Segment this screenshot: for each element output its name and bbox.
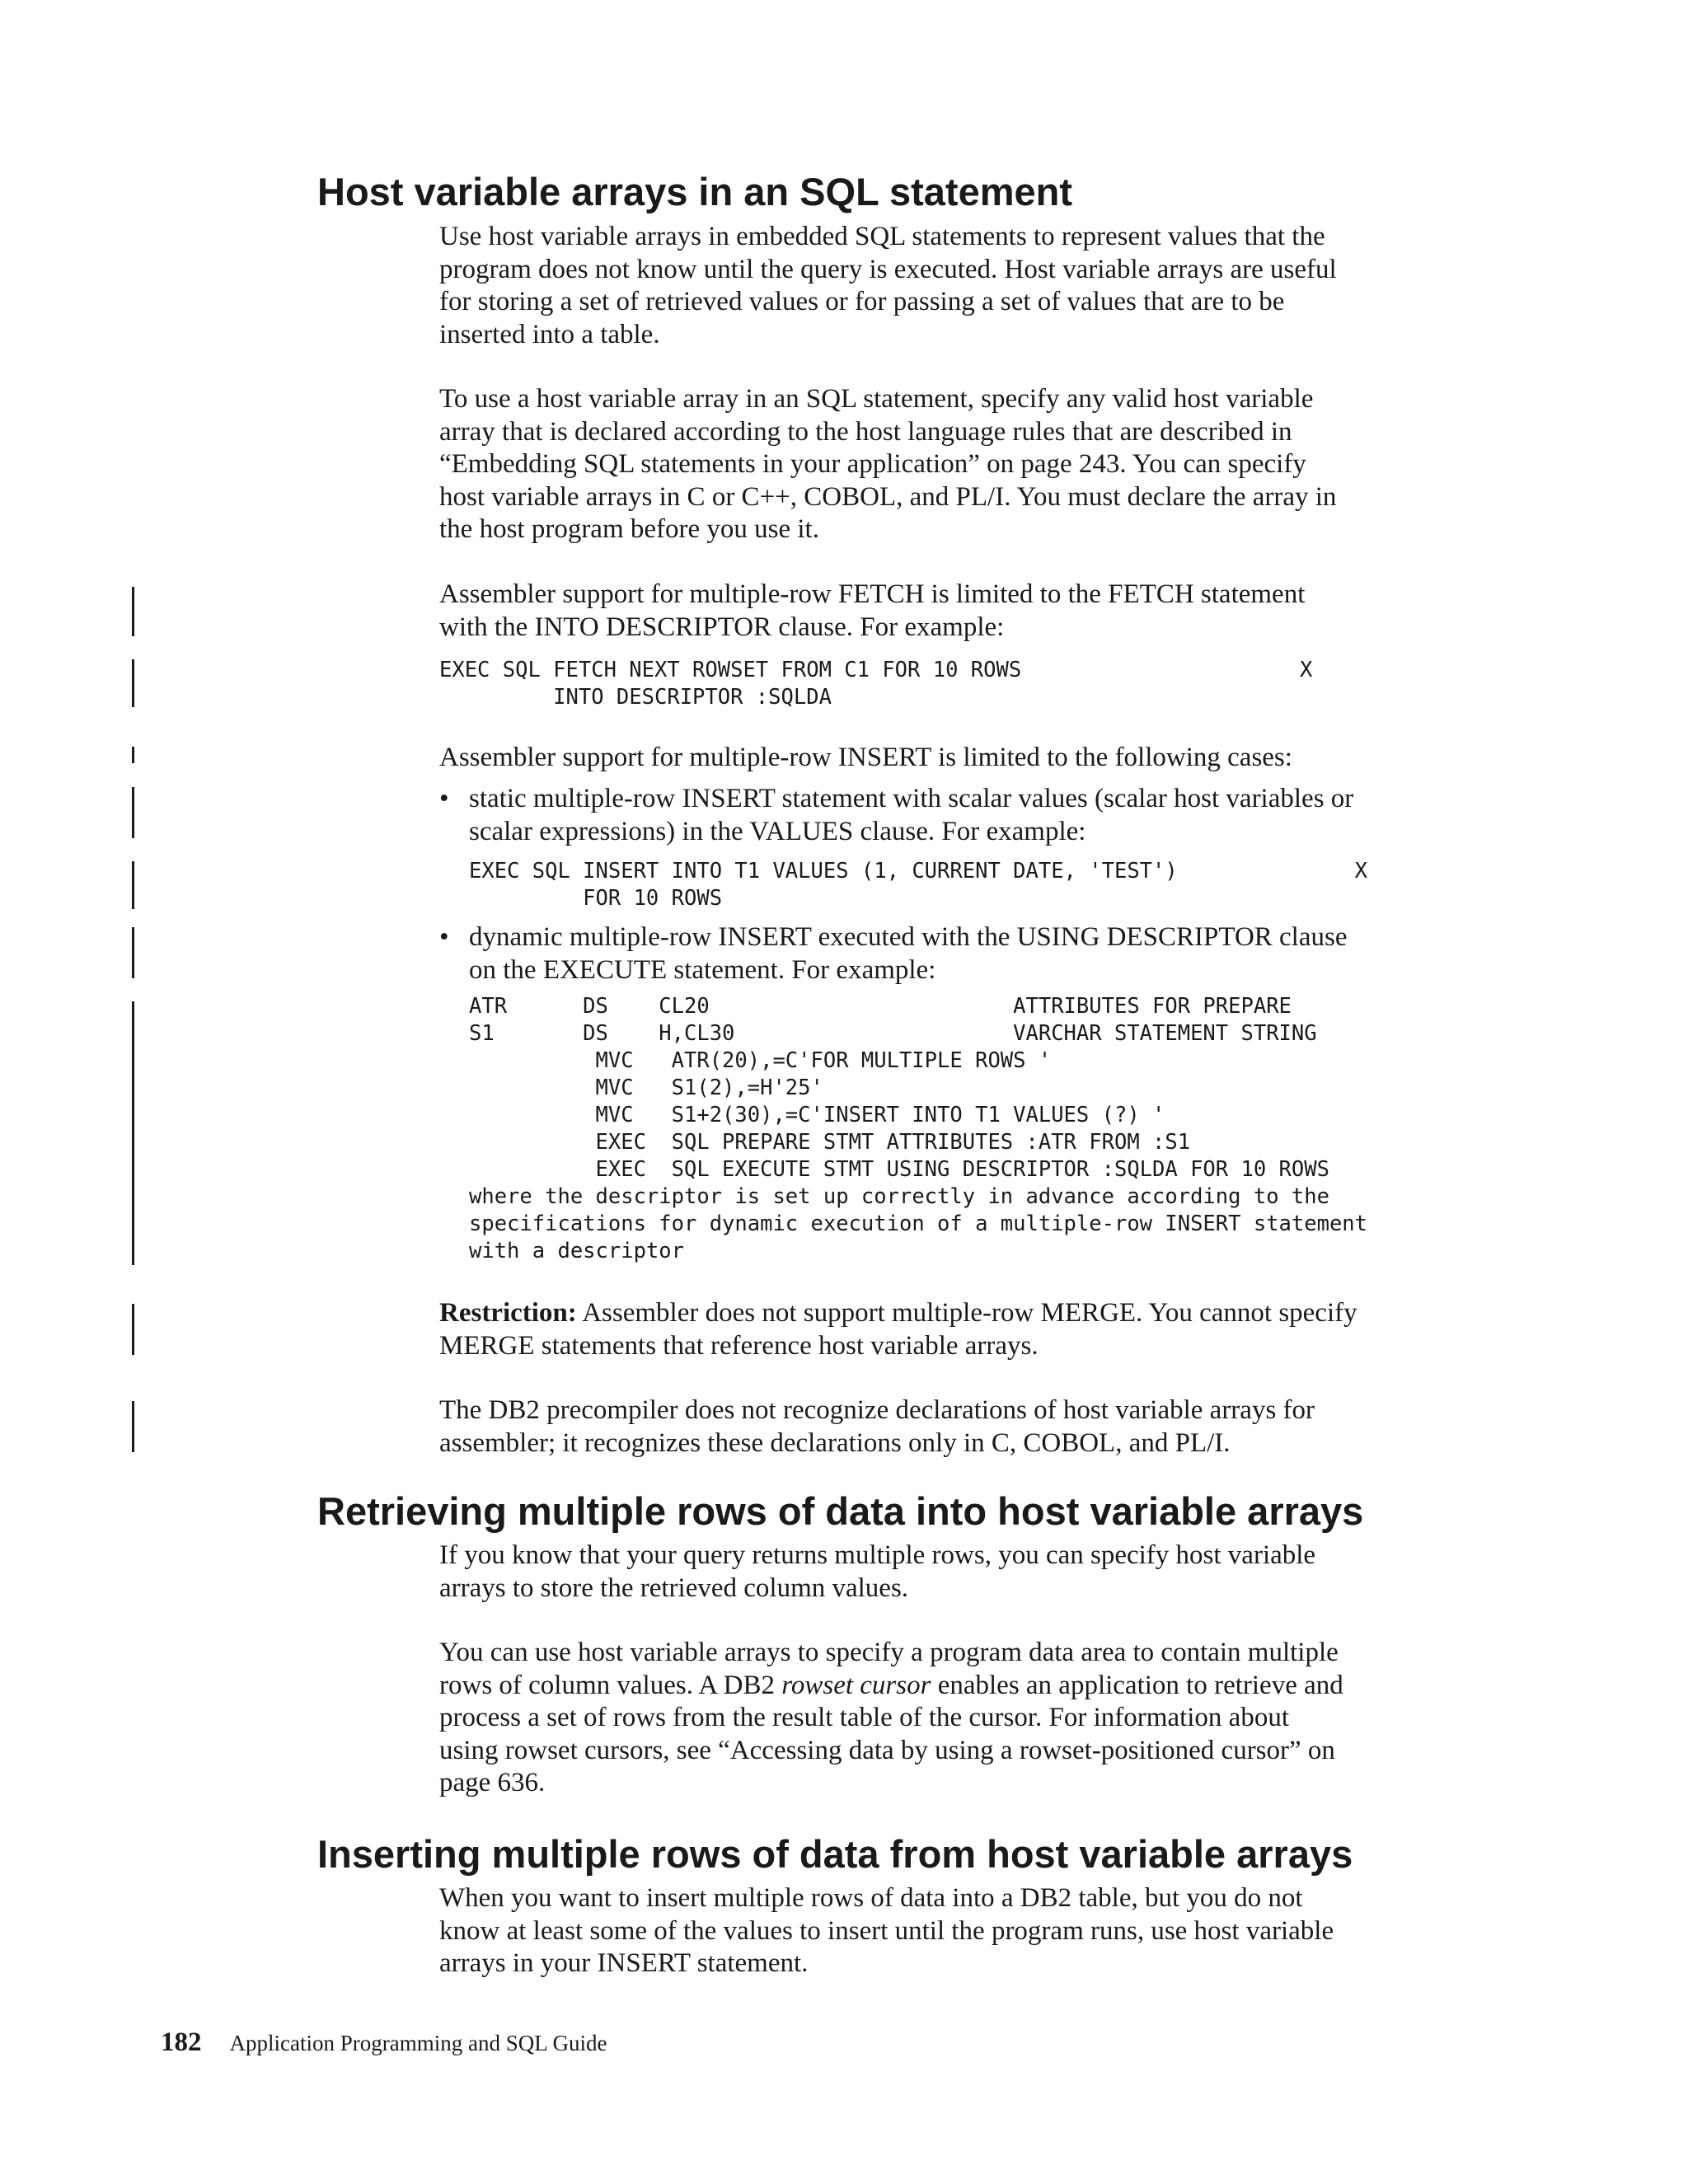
paragraph bbox=[439, 742, 1511, 775]
section-heading: Inserting multiple rows of data from host variable arrays bbox=[317, 1832, 1353, 1876]
text-line: arrays to store the retrieved column values. bbox=[439, 1572, 909, 1603]
text-span: enables an application to retrieve and bbox=[931, 1670, 1343, 1700]
text-line: The DB2 precompiler does not recognize declarations of host variable arrays for bbox=[439, 1395, 1315, 1425]
page-footer bbox=[161, 2027, 607, 2058]
text-line: If you know that your query returns multiple rows, you can specify host variable bbox=[439, 1540, 1316, 1570]
paragraph bbox=[439, 1394, 1511, 1460]
text-line: Assembler support for multiple-row INSERT is limited to the following cases: bbox=[439, 743, 1292, 772]
text-line: using rowset cursors, see “Accessing data by using a rowset-positioned cursor” on bbox=[439, 1735, 1335, 1765]
text-line: process a set of rows from the result table of the cursor. For information about bbox=[439, 1703, 1289, 1732]
paragraph bbox=[439, 383, 1511, 546]
restriction-note bbox=[439, 1297, 1511, 1362]
change-bar bbox=[132, 787, 134, 838]
text-line: assembler; it recognizes these declarations only in C, COBOL, and PL/I. bbox=[439, 1427, 1231, 1458]
change-bar bbox=[132, 927, 134, 978]
book-title: Application Programming and SQL Guide bbox=[229, 2031, 607, 2055]
text-line: arrays in your INSERT statement. bbox=[439, 1948, 809, 1978]
bullet-icon: • bbox=[439, 784, 449, 813]
code-example: ATR DS CL20 ATTRIBUTES FOR PREPARE S1 DS H,CL30 VARCHAR STATEMENT STRING MVC ATR(20),=C'FOR MULTIPLE ROWS ' MVC S1(2),=H'25' MVC S1+2(30),=C'INSERT INTO T1 VALUES (?) ' EXEC SQL PREPARE STMT ATTRIBUTES :ATR FROM :S1 EXEC SQL EXECUTE STMT USING DESCRIPTOR :SQLDA FOR 10 ROWS where the descriptor is set up correctly in advance according to the specifications for dynamic execution of a multiple-row INSERT statement with a descriptor bbox=[469, 994, 1368, 1263]
text-line: When you want to insert multiple rows of data into a DB2 table, but you do not bbox=[439, 1883, 1303, 1913]
change-bar bbox=[132, 1401, 134, 1452]
text-line: inserted into a table. bbox=[439, 319, 660, 349]
text-line: MERGE statements that reference host variable arrays. bbox=[439, 1330, 1039, 1361]
change-bar bbox=[132, 587, 134, 636]
change-bar bbox=[132, 1001, 134, 1265]
text-line: scalar expressions) in the VALUES clause. For example: bbox=[469, 816, 1086, 846]
emphasis-term: rowset cursor bbox=[781, 1670, 931, 1700]
text-line: To use a host variable array in an SQL statement, specify any valid host variable bbox=[439, 384, 1314, 414]
text-line: for storing a set of retrieved values or for passing a set of values that are to be bbox=[439, 287, 1285, 316]
section-heading: Retrieving multiple rows of data into host variable arrays bbox=[317, 1489, 1364, 1533]
page-number: 182 bbox=[161, 2027, 202, 2057]
text-line: static multiple-row INSERT statement with scalar values (scalar host variables or bbox=[469, 784, 1354, 813]
text-line: Use host variable arrays in embedded SQL statements to represent values that the bbox=[439, 222, 1325, 251]
text-line: You can use host variable arrays to specify a program data area to contain multiple bbox=[439, 1638, 1339, 1667]
restriction-label: Restriction: bbox=[439, 1298, 577, 1328]
change-bar bbox=[132, 861, 134, 909]
text-line: host variable arrays in C or C++, COBOL, and PL/I. You must declare the array in bbox=[439, 481, 1337, 512]
change-bar bbox=[132, 1304, 134, 1355]
text-line: “Embedding SQL statements in your application” on page 243. You can specify bbox=[439, 449, 1306, 479]
text-line: the host program before you use it. bbox=[439, 514, 819, 544]
change-bar bbox=[132, 659, 134, 707]
change-bar bbox=[132, 747, 134, 763]
paragraph bbox=[439, 1540, 1511, 1605]
code-example: EXEC SQL FETCH NEXT ROWSET FROM C1 FOR 10 ROWS X INTO DESCRIPTOR :SQLDA bbox=[439, 658, 1313, 710]
code-example: EXEC SQL INSERT INTO T1 VALUES (1, CURRENT DATE, 'TEST') X FOR 10 ROWS bbox=[469, 859, 1368, 911]
text-line: array that is declared according to the host language rules that are described in bbox=[439, 416, 1292, 447]
paragraph bbox=[439, 221, 1511, 351]
paragraph bbox=[439, 1637, 1511, 1800]
text-line bbox=[439, 1297, 1511, 1330]
paragraph bbox=[439, 579, 1511, 644]
text-line: know at least some of the values to insert until the program runs, use host variable bbox=[439, 1915, 1334, 1946]
restriction-text: Assembler does not support multiple-row MERGE. You cannot specify bbox=[576, 1298, 1357, 1328]
section-heading: Host variable arrays in an SQL statement bbox=[317, 170, 1072, 213]
text-line: on the EXECUTE statement. For example: bbox=[469, 954, 936, 985]
text-line: Assembler support for multiple-row FETCH is limited to the FETCH statement bbox=[439, 579, 1306, 609]
text-line: program does not know until the query is executed. Host variable arrays are useful bbox=[439, 254, 1337, 284]
bullet-icon: • bbox=[439, 922, 449, 952]
paragraph bbox=[439, 1882, 1511, 1980]
text-line bbox=[439, 1670, 1511, 1703]
text-line: with the INTO DESCRIPTOR clause. For example: bbox=[439, 612, 1005, 642]
text-line: page 636. bbox=[439, 1768, 546, 1797]
text-span: rows of column values. A DB2 bbox=[439, 1670, 782, 1700]
text-line: dynamic multiple-row INSERT executed with the USING DESCRIPTOR clause bbox=[469, 922, 1348, 952]
